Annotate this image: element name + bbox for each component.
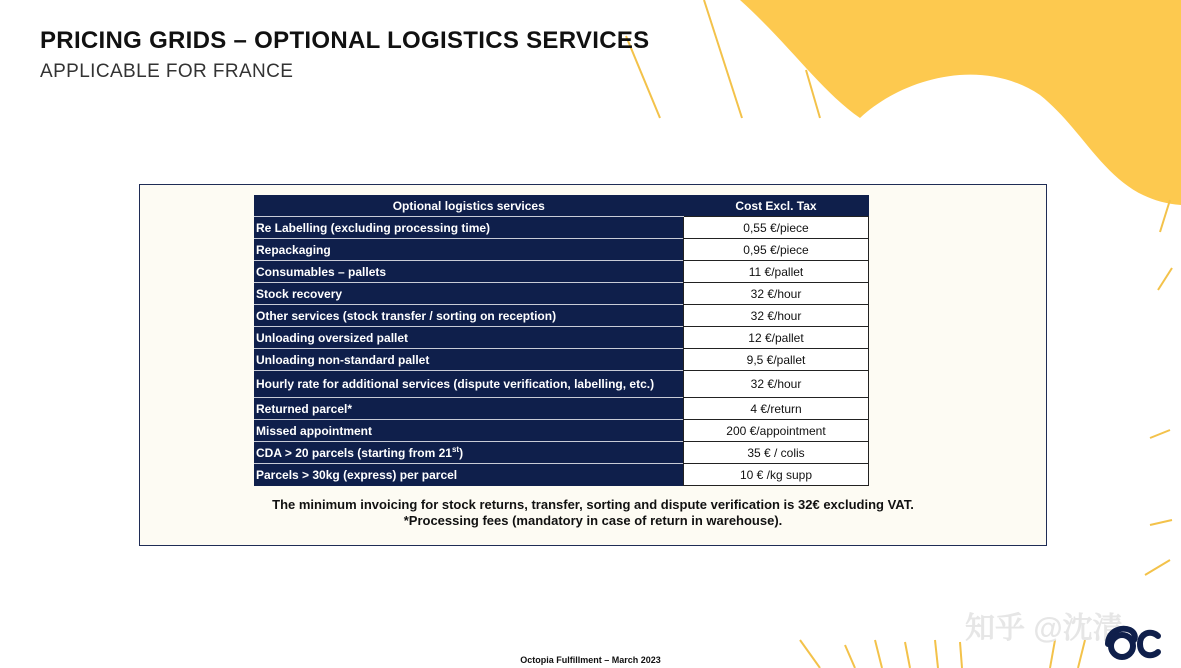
table-row xyxy=(254,398,869,420)
watermark: 知乎 @沈清 xyxy=(965,612,1123,645)
service-cost: 11 €/pallet xyxy=(684,261,869,283)
service-cost: 200 €/appointment xyxy=(684,420,869,442)
minimum-invoicing-note: The minimum invoicing for stock returns, transfer, sorting and dispute verification is 32€ excluding VAT. xyxy=(272,497,914,512)
pricing-panel xyxy=(139,184,1047,546)
table-row xyxy=(254,261,869,283)
service-cost: 10 € /kg supp xyxy=(684,464,869,486)
table-header-row xyxy=(254,195,869,217)
service-cost: 0,55 €/piece xyxy=(684,217,869,239)
service-name: Repackaging xyxy=(254,239,684,261)
table-row xyxy=(254,305,869,327)
service-cost: 32 €/hour xyxy=(684,371,869,398)
service-name: Parcels > 30kg (express) per parcel xyxy=(254,464,684,486)
pricing-table xyxy=(254,195,869,486)
table-row xyxy=(254,283,869,305)
service-cost: 4 €/return xyxy=(684,398,869,420)
footer-text: Octopia Fulfillment – March 2023 xyxy=(520,655,661,665)
table-row xyxy=(254,349,869,371)
octopia-logo-icon xyxy=(1104,622,1162,662)
table-row xyxy=(254,442,869,464)
service-cost: 32 €/hour xyxy=(684,283,869,305)
service-cost: 32 €/hour xyxy=(684,305,869,327)
service-cost: 35 € / colis xyxy=(684,442,869,464)
service-name-end: ) xyxy=(459,446,464,460)
service-name: Unloading oversized pallet xyxy=(254,327,684,349)
service-name: Unloading non-standard pallet xyxy=(254,349,684,371)
service-name: Missed appointment xyxy=(254,420,684,442)
service-cost: 9,5 €/pallet xyxy=(684,349,869,371)
service-name: Consumables – pallets xyxy=(254,261,684,283)
service-name: Re Labelling (excluding processing time) xyxy=(254,217,684,239)
table-row xyxy=(254,464,869,486)
processing-fees-note: *Processing fees (mandatory in case of return in warehouse). xyxy=(403,513,783,528)
service-name: Stock recovery xyxy=(254,283,684,305)
column-header-service: Optional logistics services xyxy=(254,195,684,217)
service-name-main: CDA > 20 parcels (starting from 21 xyxy=(256,446,452,460)
service-name xyxy=(254,442,684,464)
service-name: Returned parcel* xyxy=(254,398,684,420)
table-row xyxy=(254,217,869,239)
service-cost: 0,95 €/piece xyxy=(684,239,869,261)
service-name: Hourly rate for additional services (dispute verification, labelling, etc.) xyxy=(254,371,684,398)
column-header-cost: Cost Excl. Tax xyxy=(684,195,869,217)
page-title: PRICING GRIDS – OPTIONAL LOGISTICS SERVICES xyxy=(40,27,650,54)
service-cost: 12 €/pallet xyxy=(684,327,869,349)
table-row xyxy=(254,239,869,261)
page-subtitle: APPLICABLE FOR FRANCE xyxy=(40,61,294,82)
table-row xyxy=(254,420,869,442)
table-row xyxy=(254,327,869,349)
service-name: Other services (stock transfer / sorting on reception) xyxy=(254,305,684,327)
service-name-superscript: st xyxy=(451,445,460,454)
table-row xyxy=(254,371,869,398)
